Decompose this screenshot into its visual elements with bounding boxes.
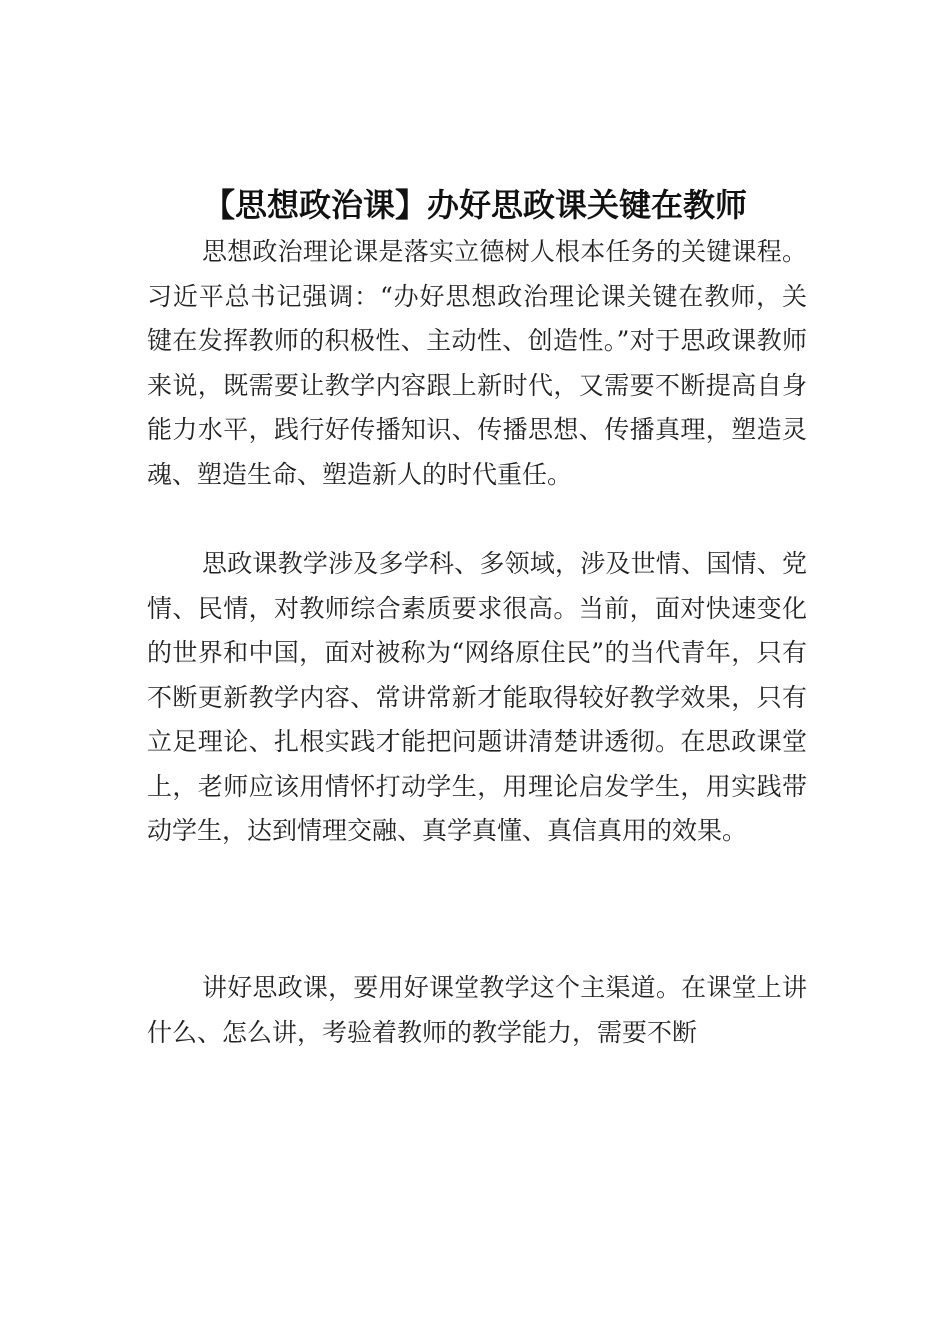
document-title: 【思想政治课】办好思政课关键在教师 (202, 186, 747, 225)
paragraph-1: 思想政治理论课是落实立德树人根本任务的关键课程。习近平总书记强调：“办好思想政治理论课关键在教师，关键在发挥教师的积极性、主动性、创造性。”对于思政课教师来说，既需要让教学内容跟上新时代，又需要不断提高自身能力水平，践行好传播知识、传播思想、传播真理，塑造灵魂、塑造生命、塑造新人的时代重任。 (147, 237, 807, 489)
paragraph-2: 思政课教学涉及多学科、多领域，涉及世情、国情、党情、民情，对教师综合素质要求很高。当前，面对快速变化的世界和中国，面对被称为“网络原住民”的当代青年，只有不断更新教学内容、常讲常新才能取得较好教学效果，只有立足理论、扎根实践才能把问题讲清楚讲透彻。在思政课堂上，老师应该用情怀打动学生，用理论启发学生，用实践带动学生，达到情理交融、真学真懂、真信真用的效果。 (147, 549, 807, 845)
paragraph-3: 讲好思政课，要用好课堂教学这个主渠道。在课堂上讲什么、怎么讲，考验着教师的教学能力，需要不断 (147, 973, 807, 1047)
